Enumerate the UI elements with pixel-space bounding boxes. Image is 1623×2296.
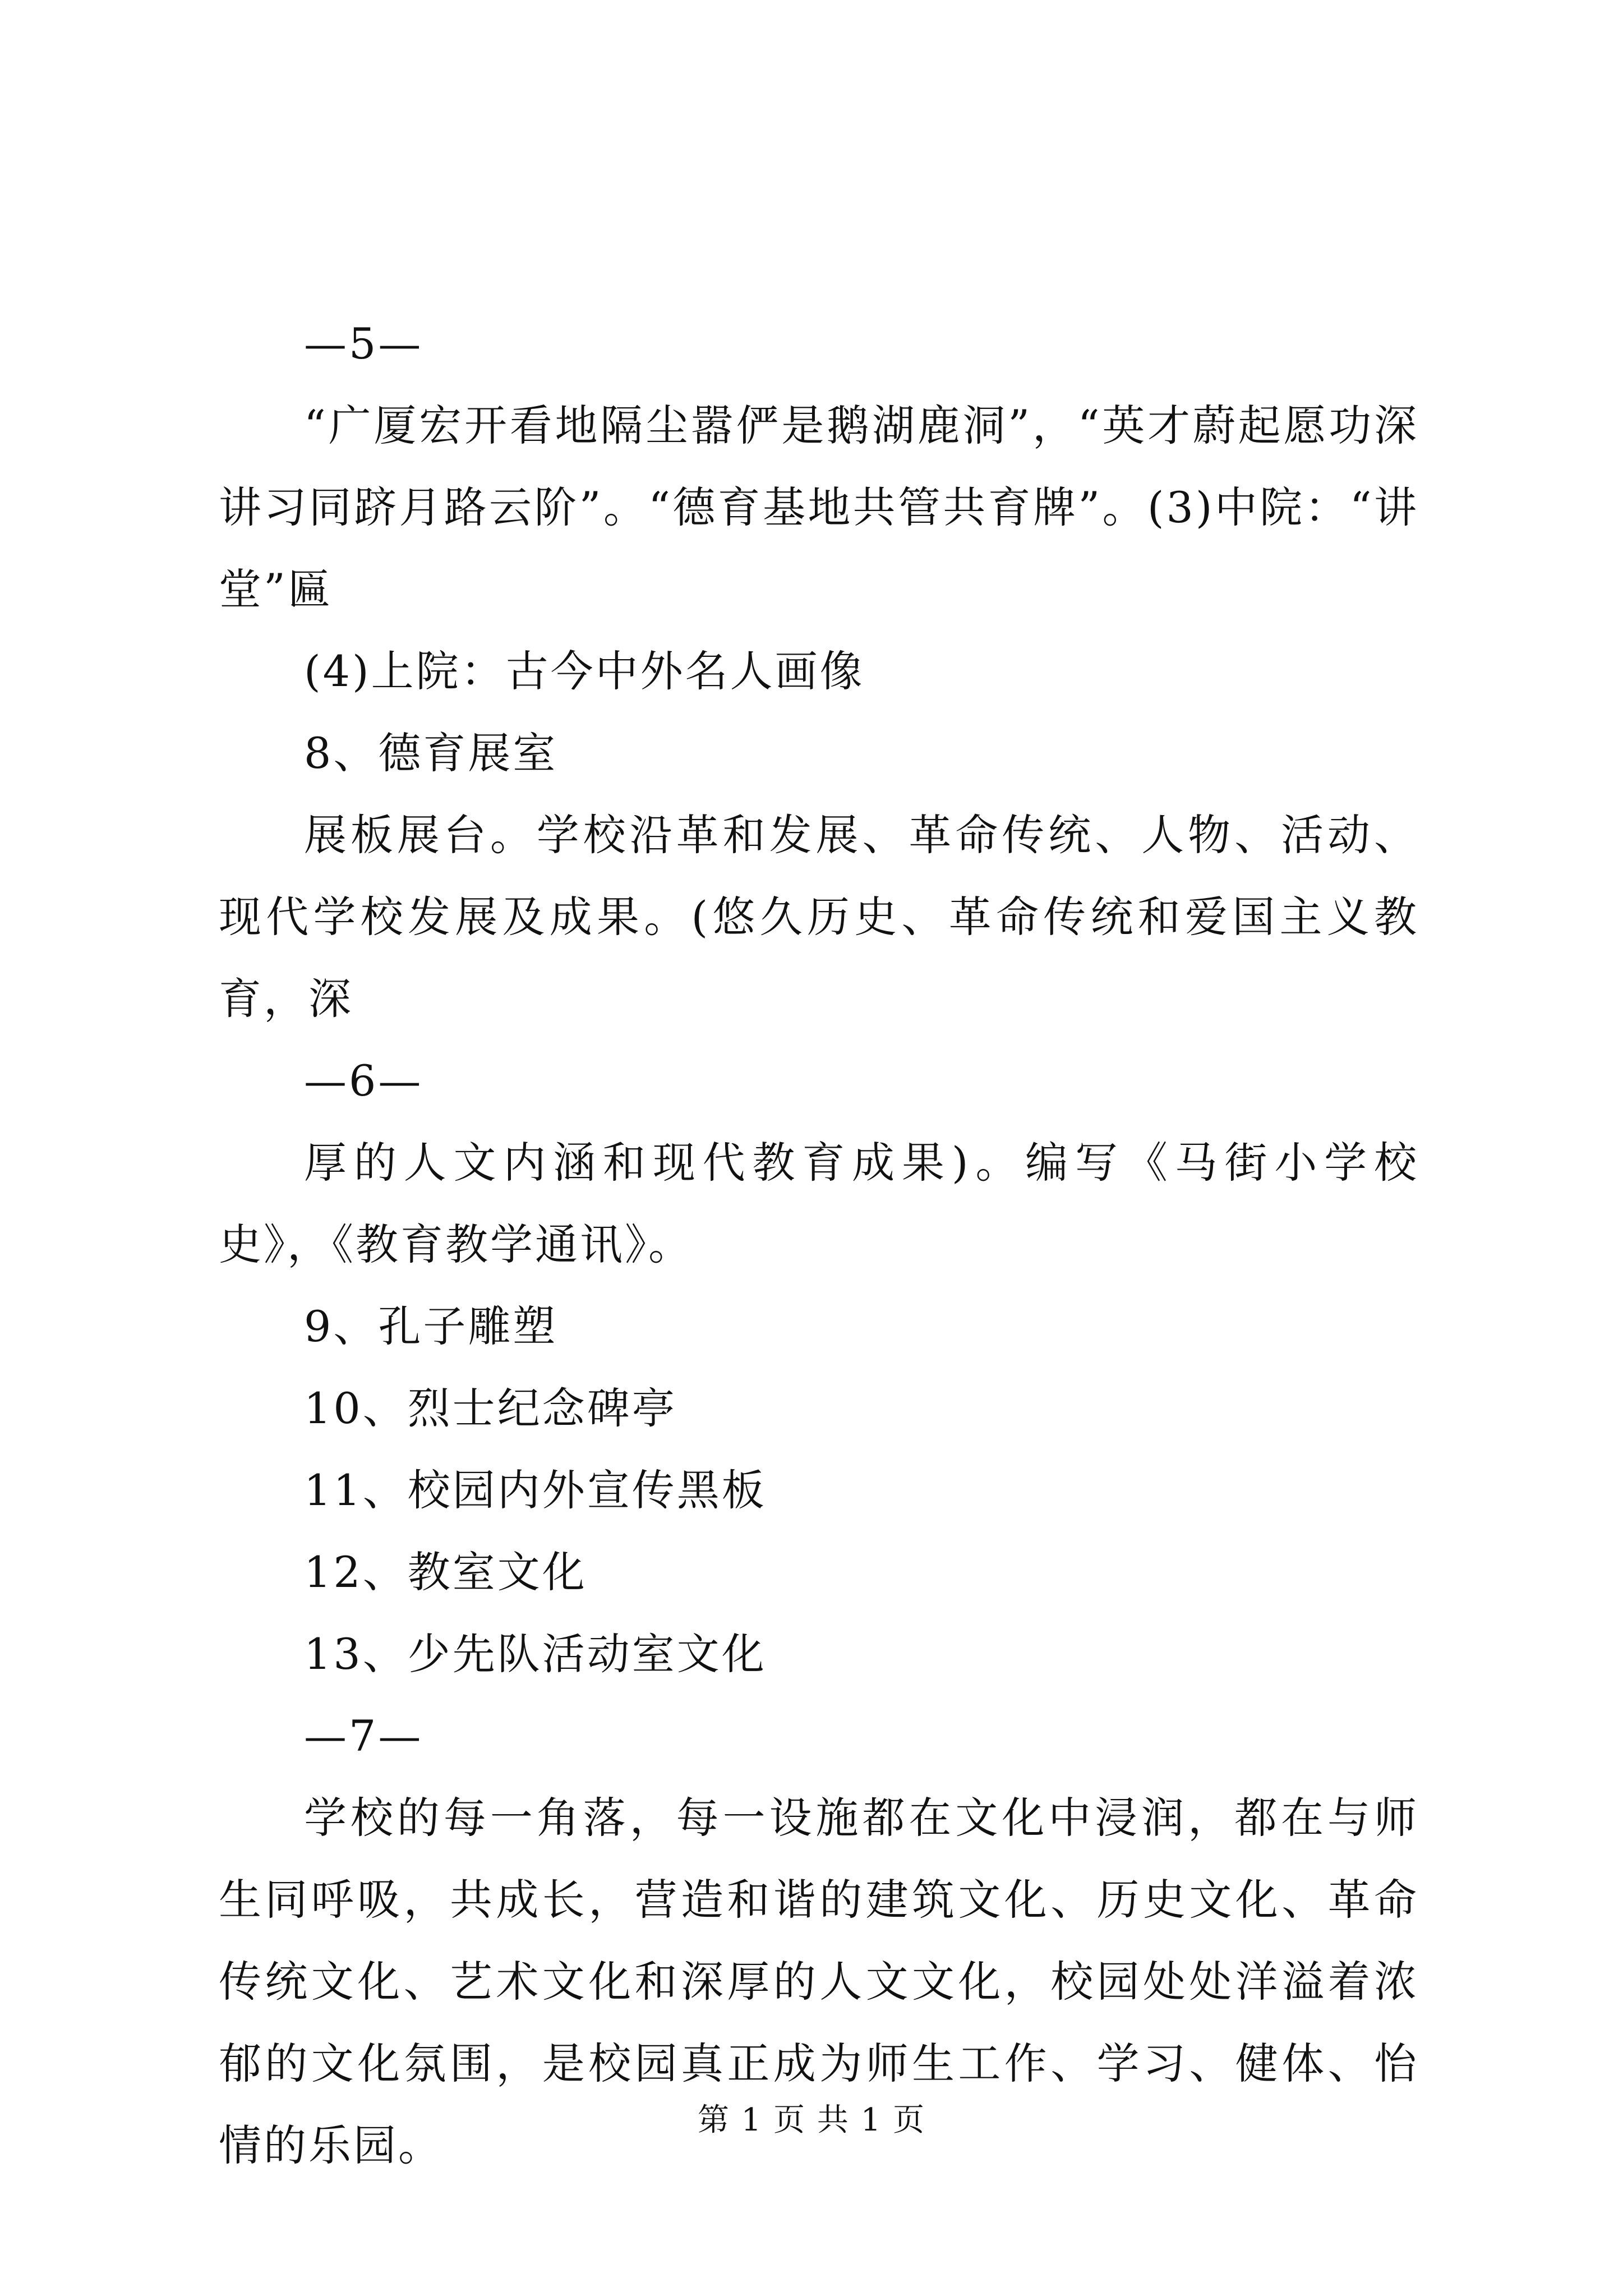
page-marker-6: —6—: [304, 1056, 423, 1106]
paragraph-conclusion: 学校的每一角落，每一设施都在文化中浸润，都在与师生同呼吸，共成长，营造和谐的建筑文化、历史文化、革命传统文化、艺术文化和深厚的人文文化，校园处处洋溢着浓郁的文化氛围，是校园真正成为师生工作、学习、健体、怡情的乐园。: [219, 1793, 1419, 2170]
paragraph-school-history: 厚的人文内涵和现代教育成果)。编写《马街小学校史》，《教育教学通讯》。: [219, 1138, 1419, 1269]
paragraph-upper-courtyard: (4)上院：古今中外名人画像: [304, 646, 865, 696]
page-marker-7: —7—: [304, 1711, 423, 1761]
item-heading-11: 11、校园内外宣传黑板: [304, 1465, 767, 1515]
item-heading-13: 13、少先队活动室文化: [304, 1629, 767, 1679]
paragraph-couplets: “广厦宏开看地隔尘嚣俨是鹅湖鹿洞”，“英才蔚起愿功深讲习同跻月路云阶”。“德育基地共管共育牌”。(3)中院：“讲堂”匾: [219, 401, 1419, 614]
item-heading-12: 12、教室文化: [304, 1547, 587, 1597]
page-footer: 第 1 页 共 1 页: [697, 2102, 926, 2138]
item-heading-8: 8、德育展室: [304, 728, 558, 778]
document-body: [219, 303, 1419, 2187]
item-heading-9: 9、孔子雕塑: [304, 1301, 558, 1351]
item-heading-10: 10、烈士纪念碑亭: [304, 1383, 677, 1433]
page-marker-5: —5—: [304, 319, 423, 369]
paragraph-exhibition: 展板展台。学校沿革和发展、革命传统、人物、活动、现代学校发展及成果。(悠久历史、革命传统和爱国主义教育，深: [219, 810, 1419, 1024]
